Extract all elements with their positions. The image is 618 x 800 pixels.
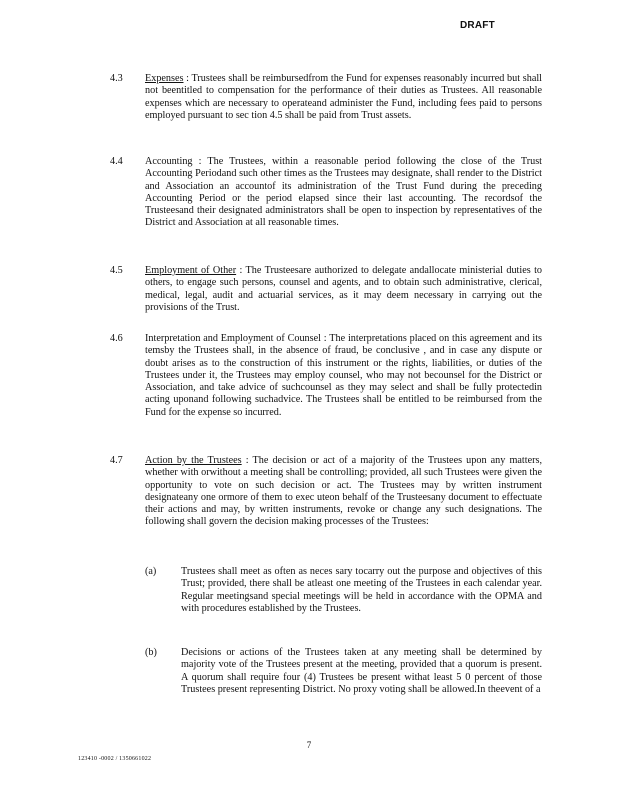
document-id: 123410 -0002 / 1350661022 — [78, 756, 152, 762]
section-body — [145, 333, 542, 419]
section-text: : The Trusteesare authorized to delegate andallocate ministerial duties to others, to engage such persons, counsel and agents, and to obtain such administrative, clerical, medical, legal, audit and actuarial services, as it may deem necessary in carrying out the provisions of the Trust. — [145, 265, 543, 313]
section-body — [145, 455, 542, 529]
section-heading: Employment of Other — [145, 265, 237, 276]
section-body — [145, 156, 542, 230]
section-number: 4.6 — [110, 333, 123, 344]
section-heading: Action by the Trustees — [145, 455, 242, 466]
section-body — [145, 265, 542, 314]
section-body — [145, 73, 542, 122]
section-text: Accounting : The Trustees, within a reasonable period following the close of the Trust Accounting Periodand such other times as the Trustees may designate, shall render to the District and Association an accountof its administration of the Trust Fund during the preceding Accounting Period or the period elapsed since their last accounting. The recordsof the Trusteesand their designated administrators shall be open to inspection by representatives of the District and Association at all reasonable times. — [145, 156, 542, 229]
section-number: 4.5 — [110, 265, 123, 276]
section-number: 4.3 — [110, 73, 123, 84]
subsection-label: (b) — [145, 647, 157, 658]
section-text: Interpretation and Employment of Counsel : The interpretations placed on this agreement and its temsby the Trustees shall, in the absence of fraud, be conclusive , and in case any dispute or doubt arises as to the construction of this instrument or the rights, liabilities, or duties of the Trustees under it, the Trustees may employ counsel, who may not becounsel for the District or Association, and take advice of suchcounsel as they may select and shall be fully protectedin acting uponand following suchadvice. The Trustees shall be entitled to be reimbursed from the Fund for the expense so incurred. — [145, 333, 542, 418]
section-number: 4.4 — [110, 156, 123, 167]
draft-watermark: DRAFT — [460, 20, 495, 31]
subsection-text: Trustees shall meet as often as neces sary tocarry out the purpose and objectives of this Trust; provided, there shall be atleast one meeting of the Trustees in each calendar year. Regular meetingsand special meetings will be held in accordance with the OPMA and with procedures established by the Trustees. — [181, 566, 542, 614]
section-heading: Expenses — [145, 73, 184, 84]
subsection-label: (a) — [145, 566, 157, 577]
section-text: : The decision or act of a majority of the Trustees upon any matters, whether with orwithout a meeting shall be controlling; provided, all such Trustees were given the opportunity to vote on such decision or act. The Trustees may by written instrument designateany one ormore of them to exec uteon behalf of the Trusteesany document to effectuate their actions and may, by written instruments, revoke or change any such designations. The following shall govern the decision making processes of the Trustees: — [145, 455, 542, 528]
subsection-text: Decisions or actions of the Trustees taken at any meeting shall be determined by majority vote of the Trustees present at the meeting, provided that a quorum is present. A quorum shall require four (4) Trustees be present withat least 5 0 percent of those Trustees present representing District. No proxy voting shall be allowed.In theevent of a — [181, 647, 542, 695]
section-number: 4.7 — [110, 455, 123, 466]
section-text: : Trustees shall be reimbursedfrom the Fund for expenses reasonably incurred but shall not beentitled to compensation for the performance of their duties as Trustees. All reasonable expenses which are necessary to operateand administer the Fund, including fees paid to persons employed pursuant to sec tion 4.5 shall be paid from Trust assets. — [145, 73, 542, 121]
page-number: 7 — [306, 740, 312, 750]
